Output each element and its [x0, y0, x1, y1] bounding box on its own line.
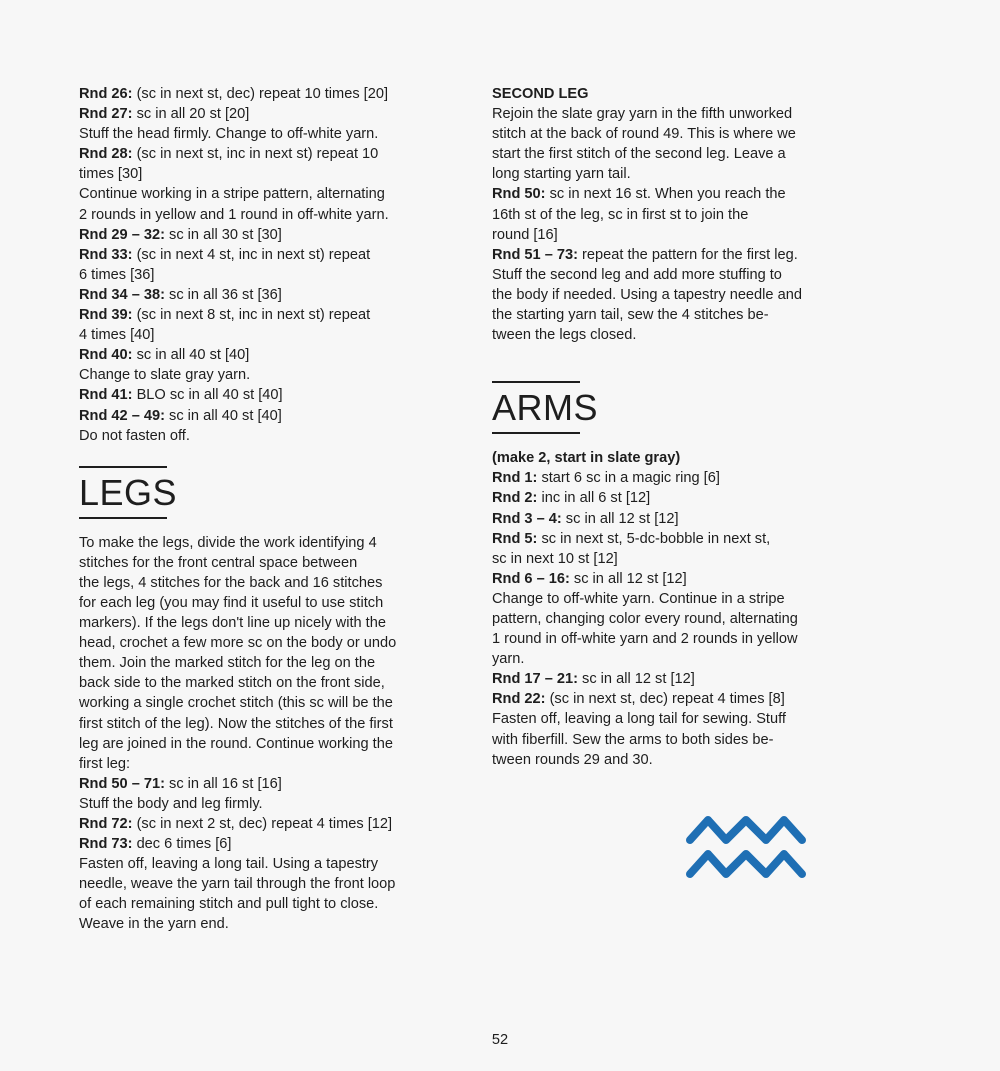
instruction-text: (sc in next st, dec) repeat 4 times [8]	[545, 691, 785, 708]
instruction-text: 4 times [40]	[79, 327, 155, 344]
text-line	[79, 834, 469, 854]
instruction-text: Change to off-white yarn. Continue in a stripe	[492, 590, 785, 607]
text-line	[492, 144, 872, 164]
text-line	[492, 649, 872, 669]
instruction-text: working a single crochet stitch (this sc will be the	[79, 695, 393, 712]
text-line	[492, 629, 872, 649]
text-line	[492, 750, 872, 770]
instruction-text: BLO sc in all 40 st [40]	[132, 387, 283, 404]
left-column	[79, 84, 469, 935]
round-label: Rnd 50:	[492, 186, 546, 203]
text-line	[492, 205, 872, 225]
round-label: Rnd 41:	[79, 387, 133, 404]
instruction-text: tween rounds 29 and 30.	[492, 751, 653, 768]
text-line	[79, 164, 469, 184]
instruction-text: times [30]	[79, 166, 143, 183]
text-line	[492, 164, 872, 184]
text-line	[79, 714, 469, 734]
arms-heading-block	[492, 381, 872, 434]
text-line	[79, 794, 469, 814]
text-line	[492, 184, 872, 204]
text-line	[492, 669, 872, 689]
round-label: Rnd 28:	[79, 146, 133, 163]
instruction-text: To make the legs, divide the work identifying 4	[79, 534, 377, 551]
instruction-text: (sc in next st, inc in next st) repeat 10	[132, 146, 379, 163]
text-line	[79, 814, 469, 834]
subheading-make-2: (make 2, start in slate gray)	[492, 450, 681, 467]
text-line	[79, 533, 469, 553]
text-line	[79, 573, 469, 593]
text-line	[492, 730, 872, 750]
heading-rule-bottom	[79, 517, 167, 519]
text-line	[79, 774, 469, 794]
instruction-text: Stuff the second leg and add more stuffing to	[492, 266, 782, 283]
instruction-text: sc in all 12 st [12]	[561, 510, 679, 527]
round-label: Rnd 51 – 73:	[492, 246, 578, 263]
left-bottom-text	[79, 533, 469, 935]
text-line	[492, 569, 872, 589]
instruction-text: round [16]	[492, 226, 558, 243]
text-line	[492, 305, 872, 325]
text-line	[79, 894, 469, 914]
text-line	[79, 365, 469, 385]
instruction-text: back side to the marked stitch on the front side,	[79, 675, 385, 692]
round-label: Rnd 40:	[79, 347, 133, 364]
instruction-text: Rejoin the slate gray yarn in the fifth unworked	[492, 106, 793, 123]
text-line	[492, 104, 872, 124]
text-line	[79, 653, 469, 673]
round-label: Rnd 6 – 16:	[492, 570, 570, 587]
section-heading-legs: LEGS	[79, 471, 178, 513]
text-line	[492, 549, 872, 569]
round-label: Rnd 72:	[79, 816, 133, 832]
text-line	[492, 689, 872, 709]
instruction-text: dec 6 times [6]	[132, 836, 232, 853]
text-line	[492, 468, 872, 488]
text-line	[79, 265, 469, 285]
instruction-text: them. Join the marked stitch for the leg on the	[79, 655, 376, 672]
text-line	[492, 325, 872, 345]
instruction-text: Weave in the yarn end.	[79, 916, 229, 933]
instruction-text: stitches for the front central space between	[79, 554, 358, 571]
round-label: Rnd 27:	[79, 106, 133, 123]
round-label: Rnd 39:	[79, 307, 133, 324]
heading-rule-bottom	[492, 432, 580, 434]
text-line	[79, 225, 469, 245]
text-line	[492, 529, 872, 549]
instruction-text: (sc in next st, dec) repeat 10 times [20]	[132, 86, 389, 102]
text-line	[492, 609, 872, 629]
instruction-text: inc in all 6 st [12]	[537, 490, 651, 507]
instruction-text: for each leg (you may find it useful to use stitch	[79, 594, 384, 611]
heading-rule-top	[492, 381, 580, 383]
text-line	[79, 553, 469, 573]
text-line	[79, 914, 469, 934]
instruction-text: 2 rounds in yellow and 1 round in off-white yarn.	[79, 206, 389, 223]
text-line	[492, 285, 872, 305]
text-line	[79, 874, 469, 894]
instruction-text: yarn.	[492, 651, 525, 668]
instruction-text: sc in all 20 st [20]	[132, 106, 250, 123]
text-line	[79, 184, 469, 204]
text-line	[492, 225, 872, 245]
text-line	[79, 385, 469, 405]
instruction-text: first stitch of the leg). Now the stitches of the first	[79, 715, 393, 732]
round-label: Rnd 26:	[79, 86, 133, 102]
instruction-text: with fiberfill. Sew the arms to both sides be-	[492, 731, 774, 748]
heading-rule-top	[79, 466, 167, 468]
instruction-text: the legs, 4 stitches for the back and 16 stitches	[79, 574, 383, 591]
text-line	[79, 104, 469, 124]
instruction-text: sc in all 12 st [12]	[577, 671, 695, 688]
instruction-text: sc in all 40 st [40]	[164, 407, 282, 424]
right-bottom-text	[492, 468, 872, 769]
text-line	[492, 589, 872, 609]
text-line	[492, 245, 872, 265]
legs-heading-block	[79, 466, 469, 519]
text-line	[79, 305, 469, 325]
instruction-text: sc in all 36 st [36]	[164, 286, 282, 303]
instruction-text: leg are joined in the round. Continue working the	[79, 735, 393, 752]
text-line	[79, 754, 469, 774]
text-line	[79, 285, 469, 305]
instruction-text: first leg:	[79, 755, 131, 772]
instruction-text: (sc in next 4 st, inc in next st) repeat	[132, 246, 371, 263]
instruction-text: Fasten off, leaving a long tail. Using a tapestry	[79, 856, 379, 873]
text-line	[492, 124, 872, 144]
instruction-text: sc in all 12 st [12]	[569, 570, 687, 587]
instruction-text: Continue working in a stripe pattern, alternating	[79, 186, 385, 203]
instruction-text: long starting yarn tail.	[492, 166, 631, 183]
instruction-text: the body if needed. Using a tapestry needle and	[492, 286, 802, 303]
text-line	[79, 245, 469, 265]
text-line	[79, 124, 469, 144]
right-column	[492, 84, 872, 770]
instruction-text: needle, weave the yarn tail through the front loop	[79, 876, 396, 893]
text-line	[492, 265, 872, 285]
round-label: Rnd 2:	[492, 490, 538, 507]
instruction-text: sc in next 10 st [12]	[492, 550, 618, 567]
section-heading-arms: ARMS	[492, 387, 599, 429]
round-label: Rnd 50 – 71:	[79, 775, 165, 792]
round-label: Rnd 42 – 49:	[79, 407, 165, 424]
instruction-text: sc in all 30 st [30]	[164, 226, 282, 243]
text-line	[79, 426, 469, 446]
text-line	[492, 488, 872, 508]
text-line	[79, 693, 469, 713]
instruction-text: start the first stitch of the second leg. Leave a	[492, 146, 786, 163]
text-line	[492, 509, 872, 529]
round-label: Rnd 34 – 38:	[79, 286, 165, 303]
page-number: 52	[491, 1032, 509, 1048]
instruction-text: repeat the pattern for the first leg.	[577, 246, 798, 263]
text-line	[79, 633, 469, 653]
instruction-text: head, crochet a few more sc on the body or undo	[79, 635, 397, 652]
text-line	[79, 854, 469, 874]
instruction-text: stitch at the back of round 49. This is where we	[492, 126, 796, 143]
instruction-text: 1 round in off-white yarn and 2 rounds in yellow	[492, 631, 798, 648]
left-top-text	[79, 84, 469, 446]
instruction-text: sc in all 16 st [16]	[164, 775, 282, 792]
round-label: Rnd 3 – 4:	[492, 510, 562, 527]
text-line	[79, 325, 469, 345]
text-line	[79, 345, 469, 365]
instruction-text: 16th st of the leg, sc in first st to join the	[492, 206, 749, 223]
text-line	[79, 144, 469, 164]
round-label: Rnd 5:	[492, 530, 538, 547]
instruction-text: Change to slate gray yarn.	[79, 367, 251, 384]
instruction-text: Fasten off, leaving a long tail for sewing. Stuff	[492, 711, 786, 728]
round-label: Rnd 29 – 32:	[79, 226, 165, 243]
text-line	[79, 734, 469, 754]
instruction-text: (sc in next 2 st, dec) repeat 4 times [12]	[132, 816, 393, 832]
text-line	[79, 406, 469, 426]
instruction-text: Do not fasten off.	[79, 427, 190, 444]
round-label: Rnd 73:	[79, 836, 133, 853]
instruction-text: sc in next 16 st. When you reach the	[545, 186, 786, 203]
instruction-text: the starting yarn tail, sew the 4 stitches be-	[492, 307, 769, 324]
text-line	[79, 613, 469, 633]
round-label: Rnd 22:	[492, 691, 546, 708]
instruction-text: start 6 sc in a magic ring [6]	[537, 470, 720, 487]
text-line	[79, 593, 469, 613]
instruction-text: sc in all 40 st [40]	[132, 347, 250, 364]
round-label: Rnd 17 – 21:	[492, 671, 578, 688]
text-line	[79, 205, 469, 225]
instruction-text: Stuff the body and leg firmly.	[79, 795, 263, 812]
right-top-text	[492, 104, 872, 345]
instruction-text: sc in next st, 5-dc-bobble in next st,	[537, 530, 771, 547]
text-line	[79, 673, 469, 693]
instruction-text: of each remaining stitch and pull tight to close.	[79, 896, 379, 913]
text-line	[79, 84, 469, 104]
round-label: Rnd 1:	[492, 470, 538, 487]
aquarius-zigzag-icon	[684, 812, 808, 882]
text-line	[492, 709, 872, 729]
instruction-text: pattern, changing color every round, alternating	[492, 610, 798, 627]
round-label: Rnd 33:	[79, 246, 133, 263]
instruction-text: tween the legs closed.	[492, 327, 637, 344]
instruction-text: (sc in next 8 st, inc in next st) repeat	[132, 307, 371, 324]
instruction-text: 6 times [36]	[79, 266, 155, 283]
subheading-second-leg: SECOND LEG	[492, 86, 589, 102]
instruction-text: markers). If the legs don't line up nicely with the	[79, 615, 386, 632]
instruction-text: Stuff the head firmly. Change to off-white yarn.	[79, 126, 379, 143]
